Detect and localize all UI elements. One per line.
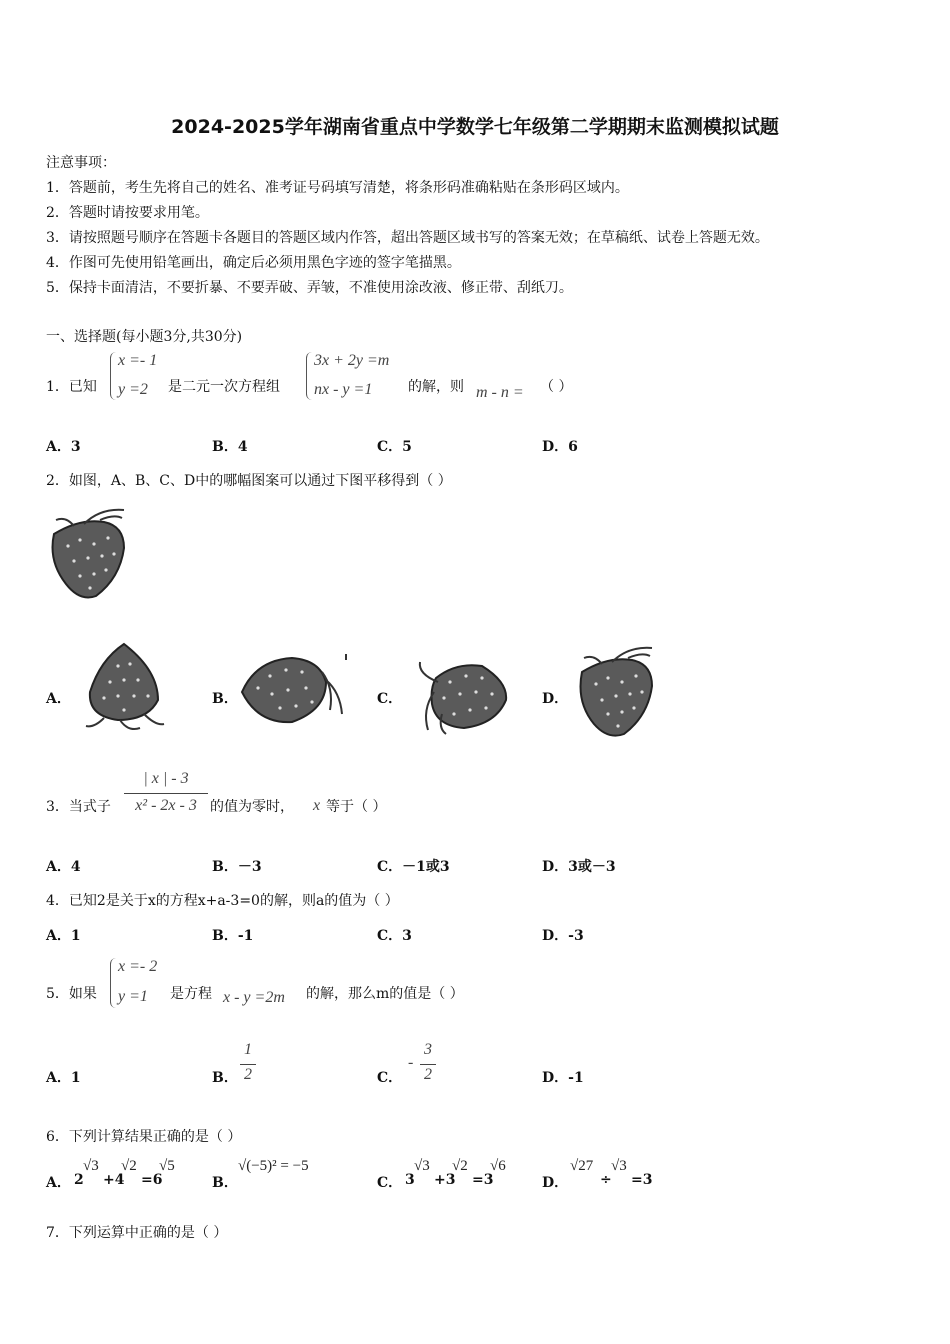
q5-option-d[interactable]: D．-1 (542, 1070, 584, 1086)
strawberry-option-b-image[interactable] (236, 652, 352, 728)
q1-num: 1．已知 (46, 379, 97, 395)
q5-option-c-denominator: 2 (424, 1066, 432, 1083)
q3-numerator: | x | - 3 (143, 770, 189, 787)
q5-option-b-numerator: 1 (244, 1041, 252, 1058)
q5-equation: x - y =2m (223, 989, 285, 1006)
q6-option-a-part: +4 (103, 1172, 125, 1188)
q3-tail2: 等于（ ） (326, 799, 387, 815)
q3-tail: 的值为零时， (210, 799, 294, 815)
q1-option-c[interactable]: C．5 (377, 439, 412, 455)
strawberry-reference-image (44, 506, 130, 602)
q1-tail: 的解，则 (408, 379, 464, 395)
q7-text: 7．下列运算中正确的是（ ） (46, 1225, 228, 1241)
q3-num: 3．当式子 (46, 799, 111, 815)
q6-text: 6．下列计算结果正确的是（ ） (46, 1129, 242, 1145)
q3-var: x (313, 797, 321, 814)
notice-item: 4．作图可先使用铅笔画出，确定后必须用黑色字迹的签字笔描黑。 (46, 255, 461, 271)
q5-num: 5．如果 (46, 986, 97, 1002)
q5-option-c-sign: - (408, 1054, 414, 1071)
q1-sys1-line2: y =2 (118, 381, 148, 398)
q6-option-c-root: √6 (490, 1158, 506, 1174)
q6-option-d-part: ÷ (600, 1172, 612, 1188)
q6-option-a-label[interactable]: A． (46, 1175, 71, 1191)
brace (110, 958, 117, 1008)
q3-denominator: x² - 2x - 3 (135, 797, 197, 814)
q6-option-d-root: √3 (611, 1158, 627, 1174)
q6-option-c-root: √3 (414, 1158, 430, 1174)
q6-option-b-label[interactable]: B． (212, 1175, 238, 1191)
strawberry-option-d-image[interactable] (574, 646, 656, 740)
q5-option-c-numerator: 3 (424, 1041, 432, 1058)
q2-label-a[interactable]: A． (46, 691, 71, 707)
q6-option-d-label[interactable]: D． (542, 1175, 569, 1191)
section-heading: 一、选择题(每小题3分,共30分) (46, 329, 243, 345)
notice-item: 3．请按照题号顺序在答题卡各题目的答题区域内作答，超出答题区域书写的答案无效；在草稿纸、试卷上答题无效。 (46, 230, 769, 246)
q4-option-a[interactable]: A．1 (46, 928, 81, 944)
brace (110, 352, 117, 400)
q6-option-d-root: √27 (570, 1158, 594, 1174)
q4-option-b[interactable]: B．-1 (212, 928, 254, 944)
notice-item: 5．保持卡面清洁，不要折暴、不要弄破、弄皱，不准使用涂改液、修正带、刮纸刀。 (46, 280, 573, 296)
notice-item: 2．答题时请按要求用笔。 (46, 205, 209, 221)
q6-option-a-root: √3 (83, 1158, 99, 1174)
q3-option-d[interactable]: D．3或－3 (542, 859, 616, 875)
notice-item: 1．答题前，考生先将自己的姓名、准考证号码填写清楚，将条形码准确粘贴在条形码区域内。 (46, 180, 629, 196)
page-title: 2024-2025学年湖南省重点中学数学七年级第二学期期末监测模拟试题 (171, 116, 779, 138)
q1-sys1-line1: x =- 1 (118, 352, 158, 369)
q4-option-c[interactable]: C．3 (377, 928, 412, 944)
q2-label-d[interactable]: D． (542, 691, 569, 707)
q6-option-c-root: √2 (452, 1158, 468, 1174)
q2-label-c[interactable]: C． (377, 691, 403, 707)
q5-option-b-denominator: 2 (244, 1066, 252, 1083)
q5-option-a[interactable]: A．1 (46, 1070, 81, 1086)
q3-option-a[interactable]: A．4 (46, 859, 81, 875)
q6-option-a-part: 2 (74, 1172, 84, 1188)
q6-option-d-part: =3 (631, 1172, 653, 1188)
q3-option-c[interactable]: C．－1或3 (377, 859, 450, 875)
q6-option-a-part: =6 (141, 1172, 163, 1188)
q4-text: 4．已知2是关于x的方程x+a-3=0的解，则a的值为（ ） (46, 893, 399, 909)
q1-option-b[interactable]: B．4 (212, 439, 248, 455)
q5-mid: 是方程 (170, 986, 212, 1002)
fraction-bar (420, 1064, 436, 1065)
q6-option-c-part: 3 (405, 1172, 415, 1188)
q6-option-c-label[interactable]: C． (377, 1175, 403, 1191)
q3-option-b[interactable]: B．－3 (212, 859, 262, 875)
strawberry-option-a-image[interactable] (84, 640, 166, 732)
brace (306, 352, 313, 400)
q4-option-d[interactable]: D．-3 (542, 928, 584, 944)
q1-paren: （ ） (540, 379, 573, 395)
q5-option-b-label[interactable]: B． (212, 1070, 238, 1086)
q6-option-a-root: √5 (159, 1158, 175, 1174)
strawberry-option-c-image[interactable] (416, 658, 512, 736)
fraction-bar (124, 793, 208, 794)
q6-option-c-part: =3 (472, 1172, 494, 1188)
q5-option-c-label[interactable]: C． (377, 1070, 403, 1086)
fraction-bar (240, 1064, 256, 1065)
q6-option-a-root: √2 (121, 1158, 137, 1174)
q1-sys2-line2: nx - y =1 (314, 381, 373, 398)
q1-sys2-line1: 3x + 2y =m (314, 352, 390, 369)
q5-sys-line2: y =1 (118, 988, 148, 1005)
q1-expr: m - n = (476, 384, 524, 401)
notice-heading: 注意事项： (46, 155, 116, 171)
q6-option-b-expression: √(−5)² = −5 (238, 1158, 309, 1174)
q1-option-a[interactable]: A．3 (46, 439, 81, 455)
q2-text: 2．如图，A、B、C、D中的哪幅图案可以通过下图平移得到（ ） (46, 473, 452, 489)
q5-tail: 的解，那么m的值是（ ） (306, 986, 464, 1002)
q1-mid: 是二元一次方程组 (168, 379, 280, 395)
q1-option-d[interactable]: D．6 (542, 439, 578, 455)
q6-option-c-part: +3 (434, 1172, 456, 1188)
q2-label-b[interactable]: B． (212, 691, 238, 707)
q5-sys-line1: x =- 2 (118, 958, 158, 975)
